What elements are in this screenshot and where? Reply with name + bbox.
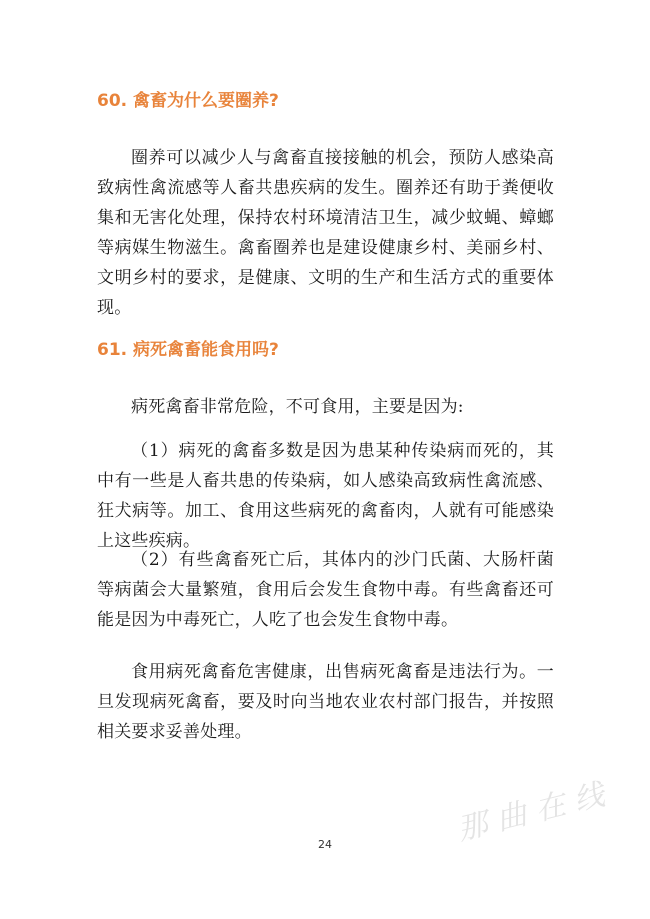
section-60-paragraph: 圈养可以减少人与禽畜直接接触的机会，预防人感染高致病性禽流感等人畜共患疾病的发生。圈养还有助于粪便收集和无害化处理，保持农村环境清洁卫生，减少蚊蝇、蟑螂等病媒生物滋生。禽畜圈养也是建设健康乡村、美丽乡村、文明乡村的要求，是健康、文明的生产和生活方式的重要体现。 — [97, 148, 554, 318]
section-heading-61: 61. 病死禽畜能食用吗? — [97, 340, 279, 360]
section-61-point-2-paragraph: （2）有些禽畜死亡后，其体内的沙门氏菌、大肠杆菌等病菌会大量繁殖，食用后会发生食物中毒。有些禽畜还可能是因为中毒死亡，人吃了也会发生食物中毒。 — [97, 550, 554, 630]
section-61-intro-paragraph: 病死禽畜非常危险，不可食用，主要是因为: — [131, 397, 464, 417]
section-61-conclusion-paragraph: 食用病死禽畜危害健康，出售病死禽畜是违法行为。一旦发现病死禽畜，要及时向当地农业农村部门报告，并按照相关要求妥善处理。 — [97, 662, 554, 742]
watermark: 那曲在线 — [453, 775, 618, 848]
section-61-point-1-paragraph: （1）病死的禽畜多数是因为患某种传染病而死的，其中有一些是人畜共患的传染病，如人感染高致病性禽流感、狂犬病等。加工、食用这些病死的禽畜肉，人就有可能感染上这些疾病。 — [97, 441, 554, 551]
page-number: 24 — [318, 838, 332, 851]
section-heading-60: 60. 禽畜为什么要圈养? — [97, 91, 279, 111]
